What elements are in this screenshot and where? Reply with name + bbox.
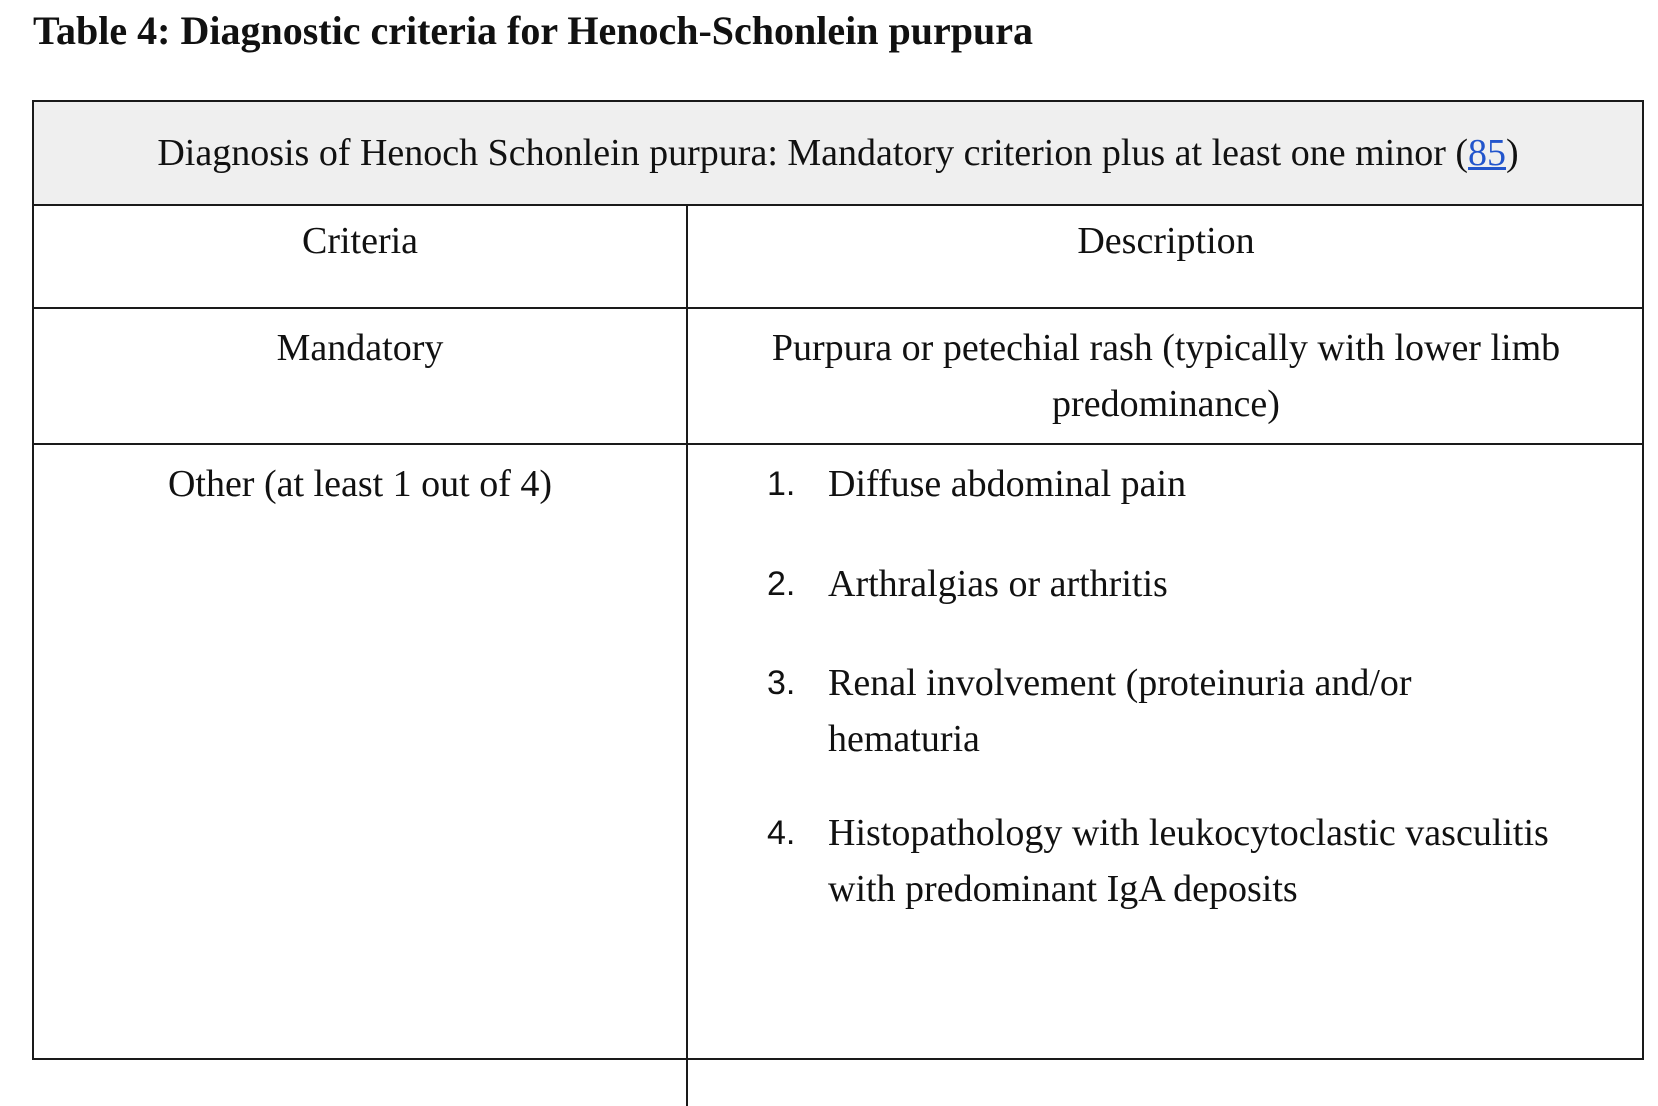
list-text: Histopathology with leukocytoclastic vasculitis with predominant IgA deposits (828, 812, 1549, 910)
reference-link[interactable]: 85 (1468, 132, 1507, 174)
mandatory-row-divider (34, 443, 1642, 445)
criteria-table (32, 100, 1644, 1060)
header-description: Description (1077, 220, 1255, 262)
table-banner (34, 102, 1642, 206)
banner-text: Diagnosis of Henoch Schonlein purpura: Mandatory criterion plus at least one minor ( (157, 132, 1469, 174)
table-caption: Table 4: Diagnostic criteria for Henoch-Schonlein purpura (33, 8, 1033, 53)
banner-text-end: ) (1506, 132, 1519, 174)
list-text: Renal involvement (proteinuria and/or hematuria (828, 662, 1412, 760)
description-mandatory: Purpura or petechial rash (typically with lower limb predominance) (771, 327, 1561, 425)
list-number: 3. (767, 664, 796, 702)
criteria-other: Other (at least 1 out of 4) (167, 463, 553, 505)
header-criteria: Criteria (301, 220, 419, 262)
list-number: 2. (767, 565, 796, 603)
list-text: Diffuse abdominal pain (828, 463, 1187, 505)
header-row-divider (34, 307, 1642, 309)
list-text: Arthralgias or arthritis (828, 563, 1168, 605)
list-number: 1. (767, 465, 796, 503)
criteria-mandatory: Mandatory (276, 327, 444, 369)
list-number: 4. (767, 814, 796, 852)
minor-criteria-list (688, 456, 1644, 1056)
